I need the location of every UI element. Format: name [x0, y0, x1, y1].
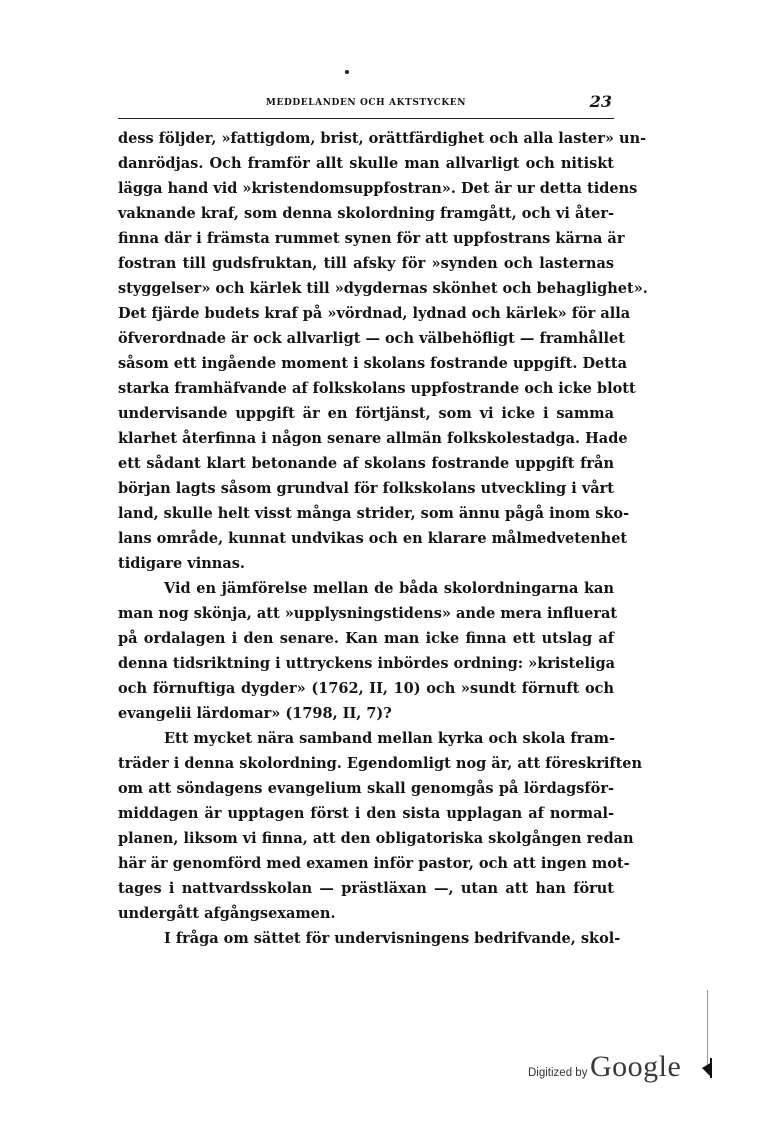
text-line: planen, liksom vi finna, att den obligatoriska skolgången redan — [118, 830, 634, 847]
text-line: vaknande kraf, som denna skolordning framgått, och vi åter- — [118, 205, 614, 222]
body-text — [118, 126, 648, 951]
text-line: starka framhäfvande af folkskolans uppfostrande och icke blott — [118, 380, 636, 397]
watermark-digitized-label: Digitized by — [528, 1067, 588, 1079]
running-head — [118, 94, 614, 114]
stray-ink-dot — [345, 70, 349, 74]
text-line: Det fjärde budets kraf på »vördnad, lydnad och kärlek» för alla — [118, 305, 631, 322]
text-line: ett sådant klart betonande af skolans fostrande uppgift från — [118, 455, 614, 472]
text-line: på ordalagen i den senare. Kan man icke finna ett utslag af — [118, 630, 614, 647]
text-line: klarhet återfinna i någon senare allmän folkskolestadga. Hade — [118, 430, 628, 447]
text-line: såsom ett ingående moment i skolans fostrande uppgift. Detta — [118, 355, 628, 372]
text-line: lans område, kunnat undvikas och en klarare målmedvetenhet — [118, 530, 628, 547]
header-rule — [118, 118, 614, 119]
text-line: lägga hand vid »kristendomsuppfostran». Det är ur detta tidens — [118, 180, 638, 197]
text-line: undervisande uppgift är en förtjänst, som vi icke i samma — [118, 405, 614, 422]
text-line: och förnuftiga dygder» (1762, II, 10) och »sundt förnuft och — [118, 680, 614, 697]
page-number: 23 — [589, 92, 612, 111]
text-line: styggelser» och kärlek till »dygdernas skönhet och behaglighet». — [118, 280, 648, 297]
text-line: om att söndagens evangelium skall genomgås på lördagsför- — [118, 780, 614, 797]
text-line: tages i nattvardsskolan — prästläxan —, utan att han förut — [118, 880, 614, 897]
text-line: Ett mycket nära samband mellan kyrka och skola fram- — [164, 730, 616, 747]
text-line: öfverordnade är ock allvarligt — och välbehöfligt — framhållet — [118, 330, 625, 347]
text-line: man nog skönja, att »upplysningstidens» ande mera influerat — [118, 605, 618, 622]
text-line: början lagts såsom grundval för folkskolans utveckling i vårt — [118, 480, 614, 497]
text-line: tidigare vinnas. — [118, 555, 245, 572]
text-line: finna där i främsta rummet synen för att uppfostrans kärna är — [118, 230, 625, 247]
text-line: evangelii lärdomar» (1798, II, 7)? — [118, 705, 392, 722]
corner-arrow-icon — [702, 1058, 712, 1078]
digitized-by-google-watermark — [528, 1050, 714, 1090]
running-title: MEDDELANDEN OCH AKTSTYCKEN — [265, 98, 467, 108]
text-line: I fråga om sättet för undervisningens bedrifvande, skol- — [164, 930, 621, 947]
text-line: denna tidsriktning i uttryckens inbördes ordning: »kristeliga — [118, 655, 616, 672]
google-logo: Google — [590, 1050, 682, 1083]
text-line: danrödjas. Och framför allt skulle man allvarligt och nitiskt — [118, 155, 614, 172]
text-line: fostran till gudsfruktan, till afsky för »synden och lasternas — [118, 255, 614, 272]
text-line: här är genomförd med examen inför pastor, och att ingen mot- — [118, 855, 630, 872]
text-line: Vid en jämförelse mellan de båda skolordningarna kan — [164, 580, 614, 597]
text-line: undergått afgångsexamen. — [118, 905, 336, 922]
text-line: middagen är upptagen först i den sista upplagan af normal- — [118, 805, 614, 822]
text-line: träder i denna skolordning. Egendomligt nog är, att föreskriften — [118, 755, 643, 772]
text-line: dess följder, »fattigdom, brist, orättfärdighet och alla laster» un- — [118, 130, 647, 147]
text-line: land, skulle helt visst många strider, som ännu pågå inom sko- — [118, 505, 630, 522]
